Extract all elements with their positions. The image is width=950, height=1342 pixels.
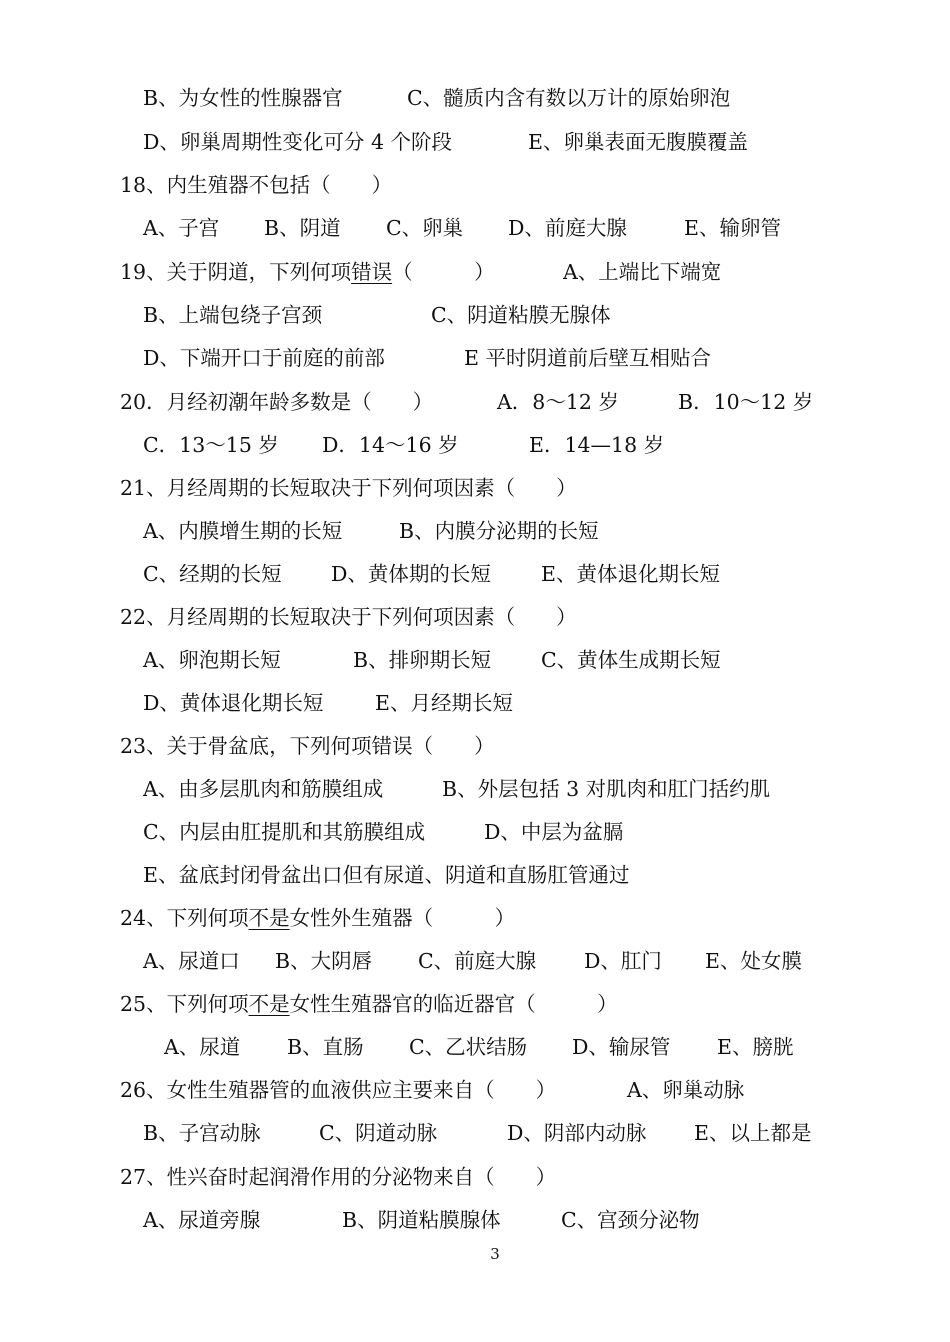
question-text: 22、月经周期的长短取决于下列何项因素（	[120, 605, 516, 629]
answer-option: B、外层包括 3 对肌肉和肛门括约肌	[442, 777, 771, 801]
question-text-end: ）	[371, 173, 393, 197]
question-stem	[120, 170, 392, 200]
answer-option: D、输尿管	[572, 1035, 671, 1059]
question-text-end: 女性外生殖器（ ）	[289, 906, 516, 930]
answer-option: D．14～16 岁	[322, 433, 459, 457]
answer-option: A．8～12 岁	[497, 390, 619, 414]
question-line	[0, 473, 950, 503]
option-line	[0, 213, 950, 243]
answer-option: D、肛门	[584, 949, 662, 973]
question-line	[0, 989, 950, 1019]
answer-option: D、黄体退化期长短	[143, 691, 324, 715]
answer-blank	[433, 734, 474, 758]
option-line	[0, 1205, 950, 1235]
option-line	[0, 343, 950, 373]
option-line	[0, 688, 950, 718]
answer-option: E、输卵管	[684, 216, 781, 240]
answer-option: E、处女膜	[705, 949, 802, 973]
answer-option: C、阴道粘膜无腺体	[431, 303, 611, 327]
answer-option: D、中层为盆膈	[484, 820, 624, 844]
answer-option: A、内膜增生期的长短	[143, 519, 343, 543]
question-text: 24、下列何项	[120, 906, 249, 930]
answer-option: B、子宫动脉	[143, 1121, 261, 1145]
question-stem	[120, 257, 495, 287]
question-text: 21、月经周期的长短取决于下列何项因素（	[120, 476, 516, 500]
answer-option: B、为女性的性腺器官	[143, 86, 343, 110]
answer-option: D、下端开口于前庭的前部	[143, 346, 385, 370]
answer-blank	[515, 476, 556, 500]
answer-option: C、宫颈分泌物	[561, 1208, 700, 1232]
answer-blank	[515, 605, 556, 629]
question-text-end: ）	[474, 734, 495, 758]
answer-option: B、内膜分泌期的长短	[399, 519, 599, 543]
answer-option: E 平时阴道前后壁互相贴合	[464, 346, 711, 370]
option-line	[0, 774, 950, 804]
question-stem	[120, 602, 577, 632]
question-text-end: ）	[412, 390, 434, 414]
question-text: 18、内生殖器不包括（	[120, 173, 331, 197]
answer-option: D、前庭大腺	[508, 216, 627, 240]
answer-option: D、黄体期的长短	[331, 562, 491, 586]
answer-option: E、黄体退化期长短	[541, 562, 720, 586]
option-line	[0, 645, 950, 675]
question-text: 26、女性生殖器管的血液供应主要来自（	[120, 1078, 495, 1102]
question-text: 19、关于阴道，下列何项	[120, 260, 352, 284]
answer-option: A、子宫	[143, 216, 220, 240]
question-line	[0, 1162, 950, 1192]
option-line	[0, 300, 950, 330]
answer-option: A、卵泡期长短	[143, 648, 281, 672]
answer-option: E、卵巢表面无腹膜覆盖	[528, 130, 748, 154]
question-stem	[120, 989, 618, 1019]
question-text-end: ）	[556, 476, 577, 500]
underlined-keyword: 错误	[351, 260, 393, 284]
answer-option: E、以上都是	[694, 1121, 812, 1145]
option-line	[0, 1118, 950, 1148]
answer-option: B、大阴唇	[275, 949, 373, 973]
answer-option: D、卵巢周期性变化可分 4 个阶段	[143, 130, 453, 154]
option-line	[0, 83, 950, 113]
answer-option: E、膀胱	[717, 1035, 794, 1059]
answer-option: C、阴道动脉	[319, 1121, 438, 1145]
answer-option: A、尿道口	[143, 949, 240, 973]
answer-option: C、经期的长短	[143, 562, 282, 586]
answer-option: A、尿道旁腺	[143, 1208, 261, 1232]
option-line	[0, 430, 950, 460]
question-line	[0, 170, 950, 200]
option-line	[0, 860, 950, 890]
question-text: 23、关于骨盆底，下列何项错误（	[120, 734, 434, 758]
question-stem	[120, 387, 433, 417]
page-number: 3	[490, 1245, 500, 1263]
question-text-end: 女性生殖器官的临近器官（ ）	[289, 992, 618, 1016]
question-stem	[120, 903, 515, 933]
answer-option: A、上端比下端宽	[563, 260, 722, 284]
question-text: 27、性兴奋时起润滑作用的分泌物来自（	[120, 1165, 495, 1189]
answer-option: B、阴道	[264, 216, 341, 240]
answer-option: A、由多层肌肉和筋膜组成	[143, 777, 384, 801]
answer-option: C．13～15 岁	[143, 433, 279, 457]
option-line	[0, 946, 950, 976]
underlined-keyword: 不是	[248, 906, 290, 930]
option-line	[0, 559, 950, 589]
question-stem	[120, 473, 577, 503]
answer-blank	[372, 390, 413, 414]
answer-option: B、阴道粘膜腺体	[342, 1208, 501, 1232]
question-stem	[120, 731, 495, 761]
question-line	[0, 903, 950, 933]
answer-option: C、乙状结肠	[409, 1035, 528, 1059]
answer-option: B、排卵期长短	[353, 648, 492, 672]
question-text-end: （ ）	[392, 260, 495, 284]
question-stem	[120, 1075, 556, 1105]
answer-option: A、尿道	[164, 1035, 241, 1059]
answer-option: B．10～12 岁	[678, 390, 814, 414]
question-text: 25、下列何项	[120, 992, 249, 1016]
answer-option: B、直肠	[287, 1035, 364, 1059]
option-line	[0, 1032, 950, 1062]
question-text-end: ）	[535, 1165, 557, 1189]
option-line	[0, 516, 950, 546]
question-line	[0, 1075, 950, 1105]
answer-option: D、阴部内动脉	[507, 1121, 647, 1145]
question-line	[0, 731, 950, 761]
question-text: 20．月经初潮年龄多数是（	[120, 390, 372, 414]
answer-blank	[331, 173, 372, 197]
underlined-keyword: 不是	[248, 992, 290, 1016]
question-text-end: ）	[535, 1078, 557, 1102]
answer-option: C、前庭大腺	[418, 949, 537, 973]
answer-option: E、盆底封闭骨盆出口但有尿道、阴道和直肠肛管通过	[143, 863, 630, 887]
answer-option: B、上端包绕子宫颈	[143, 303, 323, 327]
answer-option: E．14—18 岁	[529, 433, 665, 457]
answer-option: C、卵巢	[386, 216, 464, 240]
answer-option: C、黄体生成期长短	[541, 648, 721, 672]
question-text-end: ）	[556, 605, 577, 629]
answer-blank	[495, 1165, 536, 1189]
question-line	[0, 602, 950, 632]
option-line	[0, 817, 950, 847]
answer-option: C、髓质内含有数以万计的原始卵泡	[407, 86, 731, 110]
question-stem	[120, 1162, 556, 1192]
answer-option: C、内层由肛提肌和其筋膜组成	[143, 820, 426, 844]
answer-option: A、卵巢动脉	[627, 1078, 745, 1102]
question-line	[0, 387, 950, 417]
answer-option: E、月经期长短	[375, 691, 513, 715]
answer-blank	[495, 1078, 536, 1102]
option-line	[0, 127, 950, 157]
question-line	[0, 257, 950, 287]
